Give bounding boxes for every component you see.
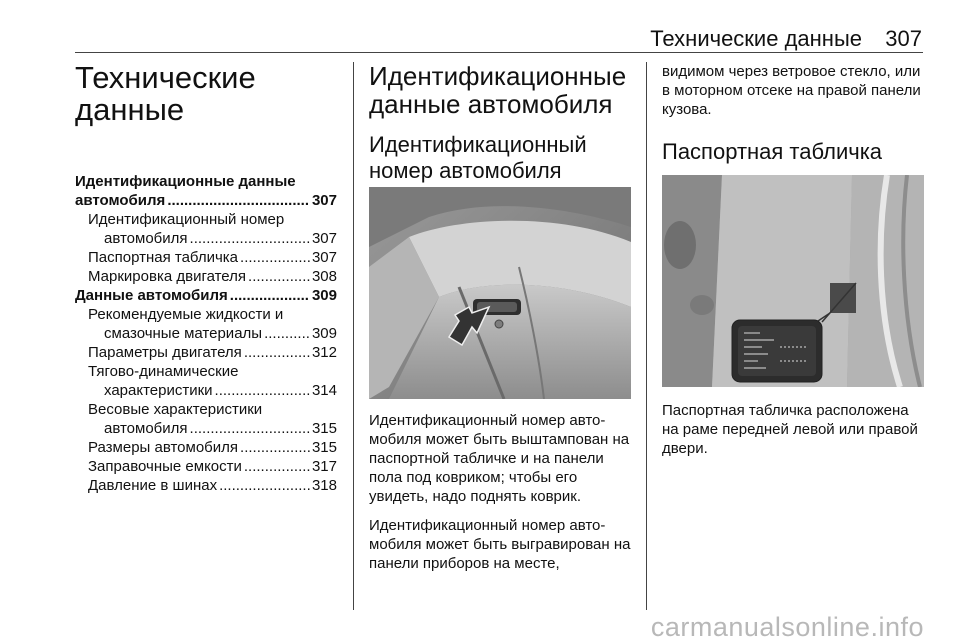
toc-entry-label: Идентификационный номер [88,211,285,228]
column-divider-1 [353,62,354,610]
toc-entry-page: 309 [311,287,337,304]
section-title-line-2: данные автомобиля [369,89,613,119]
page-header-title: Технические данные [650,26,862,51]
toc-entry-page: 307 [311,230,337,247]
toc-entry[interactable] [75,438,337,457]
toc-entry-label: Паспортная табличка [88,249,239,266]
vin-column [369,62,633,184]
toc-entry-label: характеристики [104,382,213,399]
plate-text [662,401,926,458]
toc-entry[interactable] [75,343,337,362]
toc-entry-label: Весовые характеристики [88,401,263,418]
toc-entry[interactable] [75,210,337,248]
plate-subtitle: Паспортная табличка [662,139,883,164]
toc-leader-dots [264,324,310,343]
section-title-line-1: Идентификационные [369,61,627,91]
toc-entry-page: 309 [311,325,337,342]
watermark-text: carmanualsonline.info [650,612,924,642]
toc-entry[interactable] [75,248,337,267]
toc-entry-page: 312 [311,344,337,361]
vin-paragraph-1: Идентификационный номер авто-мобиля может быть выштампован на паспортной табличке и на панели пола под ковриком; чтобы его увидеть, надо поднять коврик. [369,412,630,505]
vin-subtitle-line-2: номер автомобиля [369,158,562,183]
toc-leader-dots [215,381,310,400]
toc-leader-dots [219,476,310,495]
vin-text [369,411,633,573]
page-number: 307 [885,26,922,51]
vin-paragraph-continued: видимом через ветровое стекло, или в моторном отсеке на правой панели кузова. [662,63,921,118]
toc-entry-label: Идентификационные данные [75,173,296,190]
toc-entry-label: Размеры автомобиля [88,439,239,456]
toc-entry[interactable] [75,476,337,495]
toc-entry[interactable] [75,267,337,286]
toc-leader-dots [244,343,310,362]
toc-leader-dots [190,229,310,248]
toc-leader-dots [230,286,310,305]
toc-entry[interactable] [75,172,337,210]
toc-leader-dots [240,248,310,267]
header-rule [75,52,923,53]
toc-entry-label: автомобиля [75,192,166,209]
toc-entry-page: 315 [311,439,337,456]
toc-entry-page: 317 [311,458,337,475]
toc-entry-page: 307 [311,192,337,209]
toc-leader-dots [248,267,310,286]
toc-column [75,62,337,495]
vin-subtitle-line-1: Идентификационный [369,132,587,157]
toc-entry-label: смазочные материалы [104,325,263,342]
toc-entry-label: автомобиля [104,230,188,247]
chapter-title [75,62,337,126]
table-of-contents [75,172,337,495]
toc-leader-dots [167,191,310,210]
toc-entry-label: Тягово-динамические [88,363,239,380]
toc-entry-page: 308 [311,268,337,285]
plate-location-figure [662,175,924,387]
toc-entry[interactable] [75,457,337,476]
vin-subtitle [369,132,633,184]
toc-leader-dots [240,438,310,457]
toc-entry[interactable] [75,362,337,400]
chapter-title-line-1: Технические [75,60,256,95]
toc-entry-label: автомобиля [104,420,188,437]
section-title [369,62,633,118]
toc-entry-label: Данные автомобиля [75,287,228,304]
toc-entry-label: Заправочные емкости [88,458,242,475]
toc-leader-dots [244,457,310,476]
plate-column [662,62,926,165]
vin-location-illustration [369,187,631,399]
toc-leader-dots [190,419,310,438]
toc-entry-page: 318 [311,477,337,494]
toc-entry-label: Рекомендуемые жидкости и [88,306,284,323]
chapter-title-line-2: данные [75,92,185,127]
plate-paragraph: Паспортная табличка расположена на раме передней левой или правой двери. [662,402,918,457]
toc-entry-page: 307 [311,249,337,266]
toc-entry[interactable] [75,305,337,343]
toc-entry[interactable] [75,400,337,438]
vin-paragraph-2: Идентификационный номер авто-мобиля может быть выгравирован на панели приборов на месте, [369,517,631,572]
plate-location-illustration [662,175,924,387]
vin-location-figure [369,187,631,399]
toc-entry-label: Параметры двигателя [88,344,242,361]
toc-entry-label: Маркировка двигателя [88,268,247,285]
toc-entry[interactable] [75,286,337,305]
toc-entry-page: 314 [311,382,337,399]
column-divider-2 [646,62,647,610]
toc-entry-label: Давление в шинах [88,477,218,494]
toc-entry-page: 315 [311,420,337,437]
